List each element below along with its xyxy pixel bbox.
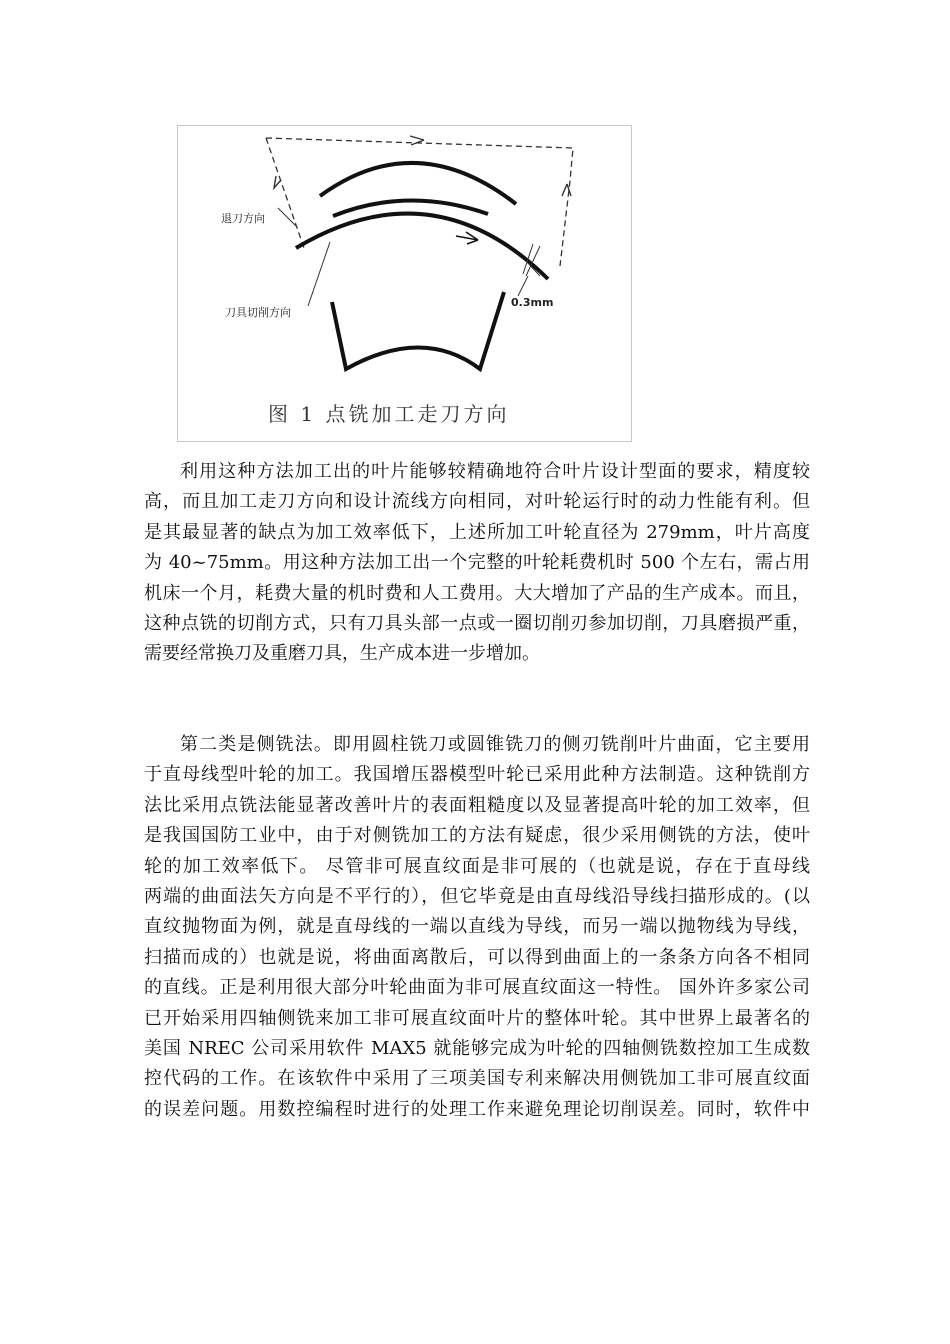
paragraph-line: 为 40~75mm。用这种方法加工出一个完整的叶轮耗费机时 500 个左右，需占用 xyxy=(144,552,810,574)
paragraph-line: 扫描而成的）也就是说，将曲面离散后，可以得到曲面上的一条条方向各不相同 xyxy=(144,946,810,968)
paragraph-line: 利用这种方法加工出的叶片能够较精确地符合叶片设计型面的要求，精度较 xyxy=(180,461,810,482)
label-cutting-direction: 刀具切削方向 xyxy=(225,306,291,319)
paragraph-line: 直纹抛物面为例，就是直母线的一端以直线为导线，而另一端以抛物线为导线， xyxy=(144,916,810,938)
retract-arrow-top xyxy=(410,136,424,145)
paragraph-line: 的直线。正是利用很大部分叶轮曲面为非可展直纹面这一特性。 国外许多家公司 xyxy=(144,977,810,999)
figure-caption: 图 1 点铣加工走刀方向 xyxy=(268,402,510,426)
paragraph-line: 高，而且加工走刀方向和设计流线方向相同，对叶轮运行时的动力性能有利。但 xyxy=(144,491,810,513)
label-leader-cut xyxy=(308,242,330,306)
paragraph-line: 法比采用点铣法能显著改善叶片的表面粗糙度以及显著提高叶轮的加工效率，但 xyxy=(144,794,810,816)
paragraph-line: 已开始采用四轴侧铣来加工非可展直纹面叶片的整体叶轮。其中世界上最著名的 xyxy=(144,1007,810,1029)
figure-point-milling-tool-path xyxy=(177,125,632,442)
paragraph-line: 机床一个月，耗费大量的机时费和人工费用。大大增加了产品的生产成本。而且， xyxy=(144,582,810,604)
blade-arc-top xyxy=(320,163,516,204)
paragraph-line: 需要经常换刀及重磨刀具，生产成本进一步增加。 xyxy=(144,643,540,665)
paragraph-1 xyxy=(144,457,810,670)
label-leader-offset xyxy=(518,276,528,296)
paragraph-line: 是其最显著的缺点为加工效率低下，上述所加工叶轮直径为 279mm，叶片高度 xyxy=(144,521,810,543)
paragraph-line: 的误差问题。用数控编程时进行的处理工作来避免理论切削误差。同时，软件中 xyxy=(144,1098,810,1120)
paragraph-line: 第二类是侧铣法。即用圆柱铣刀或圆锥铣刀的侧刃铣削叶片曲面，它主要用 xyxy=(180,734,810,755)
paragraph-line: 轮的加工效率低下。 尽管非可展直纹面是非可展的（也就是说，存在于直母线 xyxy=(144,855,810,877)
paragraph-line: 这种点铣的切削方式，只有刀具头部一点或一圈切削刃参加切削，刀具磨损严重， xyxy=(144,612,810,634)
paragraph-line: 是我国国防工业中，由于对侧铣加工的方法有疑虑，很少采用侧铣的方法，使叶 xyxy=(144,825,810,847)
cut-direction-arrow xyxy=(456,232,478,244)
paragraph-line: 美国 NREC 公司采用软件 MAX5 就能够完成为叶轮的四轴侧铣数控加工生成数 xyxy=(144,1037,810,1059)
label-offset: 0.3mm xyxy=(511,296,554,309)
paragraph-line: 两端的曲面法矢方向是不平行的），但它毕竟是由直母线沿导线扫描形成的。(以 xyxy=(144,885,810,907)
paragraph-line: 于直母线型叶轮的加工。我国增压器模型叶轮已采用此种方法制造。这种铣削方 xyxy=(144,764,810,786)
blade-arc-cutting xyxy=(296,214,548,279)
label-retract-direction: 退刀方向 xyxy=(221,212,265,225)
paragraph-2 xyxy=(144,730,810,1125)
blade-lower-outline xyxy=(332,292,504,369)
paragraph-line: 控代码的工作。在该软件中采用了三项美国专利来解决用侧铣加工非可展直纹面 xyxy=(144,1068,810,1090)
tool-path-diagram xyxy=(178,126,633,443)
